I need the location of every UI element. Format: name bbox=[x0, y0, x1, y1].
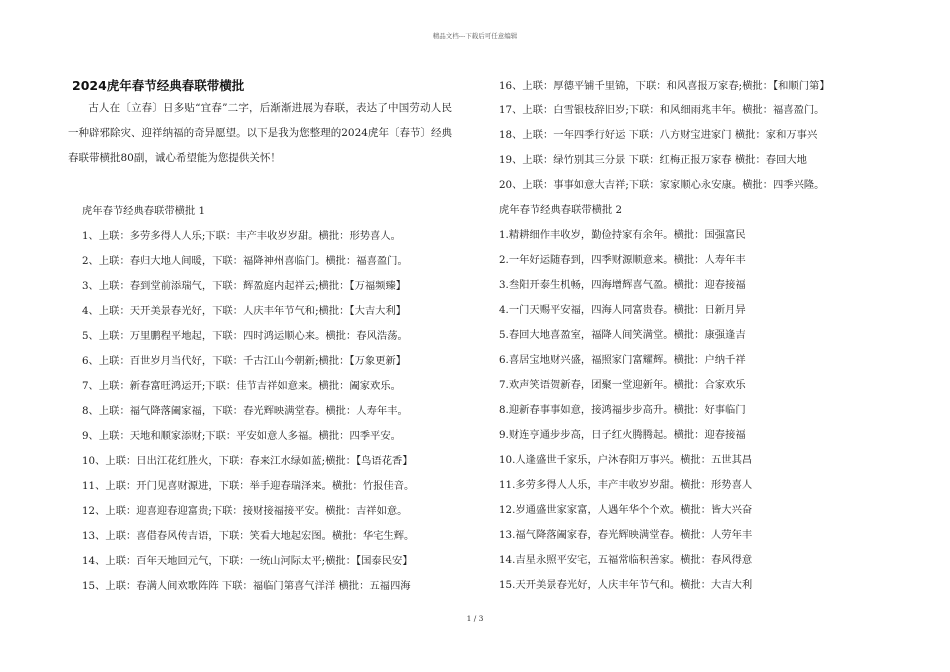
intro-paragraph bbox=[68, 96, 452, 171]
couplet-line: 14、上联：百年天地回元气，下联：一统山河际太平;横批：【国泰民安】 bbox=[82, 555, 413, 567]
couplet-line: 4.一门天赐平安福，四海人同富贵春。横批：日新月异 bbox=[499, 304, 746, 316]
couplet-line: 5、上联：万里鹏程平地起，下联：四时鸿运顺心来。横批：春风浩荡。 bbox=[82, 330, 408, 342]
couplet-line: 7、上联：新春富旺鸿运开;下联：佳节吉祥如意来。横批：阖家欢乐。 bbox=[82, 380, 401, 392]
section-2-title: 虎年春节经典春联带横批 2 bbox=[499, 204, 623, 216]
page-header: 精品文档---下载后可任意编辑 bbox=[432, 32, 518, 40]
couplet-line: 6.喜居宝地财兴盛，福照家门富耀辉。横批：户纳千祥 bbox=[499, 354, 746, 366]
couplet-line: 8.迎新春事事如意，接鸿福步步高升。横批：好事临门 bbox=[499, 404, 746, 416]
couplet-line: 3.叁阳开泰生机畅，四海增辉喜气盈。横批：迎春接福 bbox=[499, 279, 746, 291]
couplet-line: 19、上联：绿竹别其三分景 下联：红梅正报万家春 横批：春回大地 bbox=[499, 154, 807, 166]
couplet-line: 3、上联：春到堂前添瑞气，下联：辉盈庭内起祥云;横批：【万福频臻】 bbox=[82, 280, 407, 292]
couplet-line: 8、上联：福气降落阖家福，下联：春光辉映满堂春。横批：人寿年丰。 bbox=[82, 405, 408, 417]
couplet-line: 7.欢声笑语贺新春，团聚一堂迎新年。横批：合家欢乐 bbox=[499, 379, 746, 391]
couplet-line: 4、上联：天开美景春光好，下联：人庆丰年节气和;横批：【大吉大利】 bbox=[82, 305, 407, 317]
page-number: 1 / 3 bbox=[466, 614, 484, 623]
couplet-line: 11.多劳多得人人乐，丰产丰收岁岁甜。横批：形势喜人 bbox=[499, 479, 753, 491]
intro-text: 古人在〔立春〕日多贴“宜春”二字，后渐渐进展为春联，表达了中国劳动人民一种辟邪除灾、迎祥纳福的奇异愿望。以下是我为您整理的2024虎年〔春节〕经典春联带横批80副，诚心希望能为您提供关怀！ bbox=[68, 102, 452, 164]
couplet-line: 13.福气降落阖家春，春光辉映满堂春。横批：人劳年丰 bbox=[499, 529, 753, 541]
couplet-line: 16、上联：厚德平铺千里锦，下联：和风喜报万家春;横批：【和顺门第】 bbox=[499, 80, 830, 92]
couplet-line: 2.一年好运随春到，四季财源顺意来。横批：人寿年丰 bbox=[499, 254, 746, 266]
couplet-line: 1.精耕细作丰收岁，勤俭持家有余年。横批：国强富民 bbox=[499, 229, 746, 241]
couplet-line: 10、上联：日出江花红胜火，下联：春来江水绿如蓝;横批：【鸟语花香】 bbox=[82, 455, 413, 467]
couplet-line: 9、上联：天地和顺家添财;下联：平安如意人多福。横批：四季平安。 bbox=[82, 430, 401, 442]
couplet-line: 15.天开美景春光好，人庆丰年节气和。横批：大吉大利 bbox=[499, 579, 753, 591]
couplet-line: 14.吉星永照平安宅，五福常临积善家。横批：春风得意 bbox=[499, 554, 753, 566]
couplet-line: 13、上联：喜借春风传吉语，下联：笑看大地起宏图。横批：华宅生辉。 bbox=[82, 530, 415, 542]
section-1-title: 虎年春节经典春联带横批 1 bbox=[82, 205, 206, 217]
couplet-line: 20、上联：事事如意大吉祥;下联：家家顺心永安康。横批：四季兴隆。 bbox=[499, 179, 825, 191]
couplet-line: 12.岁通盛世家家富，人遇年华个个欢。横批：皆大兴奋 bbox=[499, 504, 753, 516]
couplet-line: 5.春回大地喜盈室，福降人间笑满堂。横批：康强逢吉 bbox=[499, 329, 746, 341]
couplet-line: 17、上联：白雪银枝辞旧岁;下联：和风细雨兆丰年。横批：福喜盈门。 bbox=[499, 104, 825, 116]
couplet-line: 9.财连亨通步步高，日子红火腾腾起。横批：迎春接福 bbox=[499, 429, 746, 441]
couplet-line: 1、上联：多劳多得人人乐;下联：丰产丰收岁岁甜。横批：形势喜人。 bbox=[82, 230, 401, 242]
couplet-line: 12、上联：迎喜迎春迎富贵;下联：接财接福接平安。横批：吉祥如意。 bbox=[82, 505, 408, 517]
couplet-line: 18、上联：一年四季行好运 下联：八方财宝进家门 横批：家和万事兴 bbox=[499, 129, 818, 141]
couplet-line: 2、上联：春归大地人间暖，下联：福降神州喜临门。横批：福喜盈门。 bbox=[82, 255, 408, 267]
couplet-line: 15、上联：春满人间欢歌阵阵 下联：福临门第喜气洋洋 横批：五福四海 bbox=[82, 580, 411, 592]
couplet-line: 6、上联：百世岁月当代好，下联：千古江山今朝新;横批：【万象更新】 bbox=[82, 355, 407, 367]
document-title: 2024虎年春节经典春联带横批 bbox=[72, 78, 245, 93]
couplet-line: 11、上联：开门见喜财源进，下联：举手迎春瑞泽来。横批：竹报佳音。 bbox=[82, 480, 415, 492]
couplet-line: 10.人逢盛世千家乐，户沐春阳万事兴。横批：五世其昌 bbox=[499, 454, 753, 466]
